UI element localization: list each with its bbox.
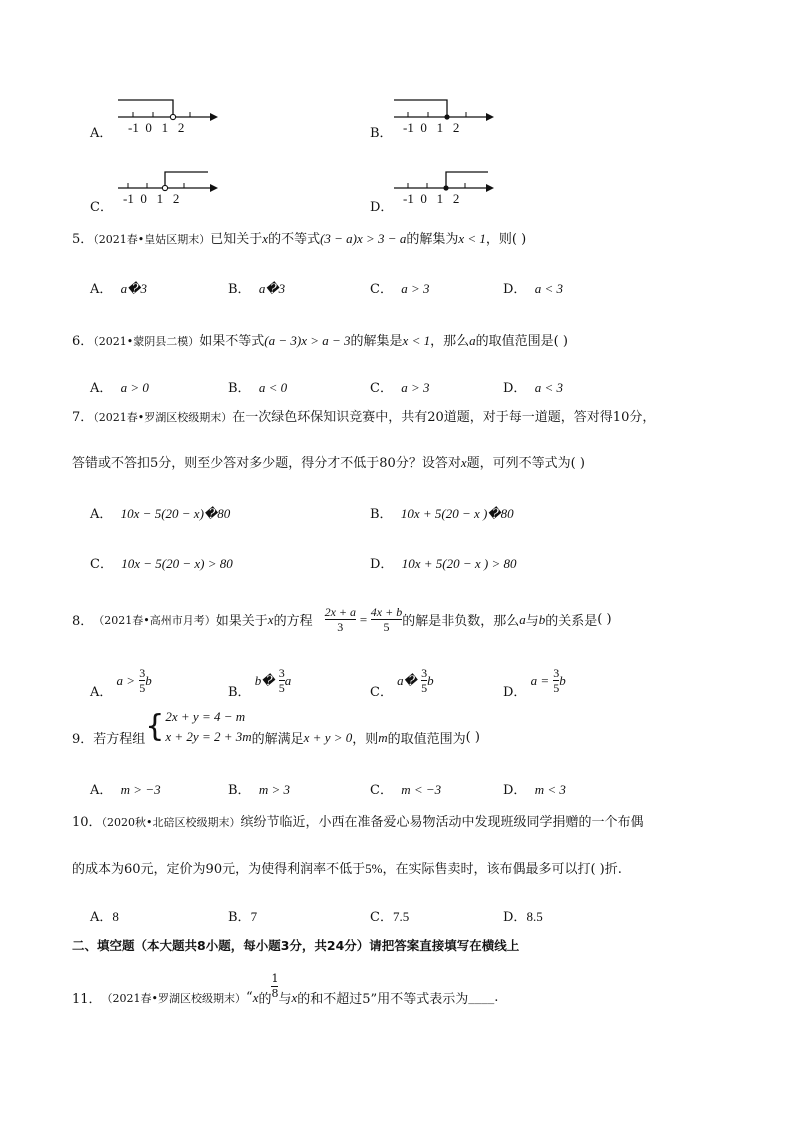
question-5: 5．（2021春•皇姑区期末）已知关于x的不等式(3 − a)x > 3 − a的解集为x < 1，则( ) bbox=[72, 231, 527, 247]
option-d-label[interactable]: D． bbox=[370, 200, 394, 215]
q6-option-d[interactable]: D． a < 3 bbox=[503, 380, 563, 396]
number-line-b-ticks: -1 0 1 2 bbox=[403, 120, 460, 135]
q5-option-d[interactable]: D． a < 3 bbox=[503, 281, 563, 297]
question-9: 9． 若方程组 { 2x + y = 4 − m x + 2y = 2 + 3m 的解满足 x + y > 0 ，则 m 的取值范围为 ( ) bbox=[72, 708, 480, 747]
question-7-line-1: 7．（2021春•罗湖区校级期末）在一次绿色环保知识竞赛中，共有20道题，对于每一道题，答对得10分， bbox=[72, 410, 656, 425]
q9-system-brace: { bbox=[145, 708, 165, 744]
q7-option-d[interactable]: D． 10x + 5(20 − x ) > 80 bbox=[370, 556, 517, 572]
q10-option-c[interactable]: C．7.5 bbox=[370, 909, 410, 925]
q10-option-d[interactable]: D．8.5 bbox=[503, 909, 543, 925]
question-7-line-2: 答错或不答扣5分，则至少答对多少题，得分才不低于80分？设答对x题，可列不等式为( ) bbox=[72, 455, 585, 471]
q8-option-b[interactable]: B． b� $\frac{3}{5}$ a bbox=[228, 666, 292, 700]
q7-option-b[interactable]: B． 10x + 5(20 − x )�80 bbox=[370, 506, 514, 522]
number-line-a-ticks: -1 0 1 2 bbox=[128, 120, 185, 135]
q11-fraction: $\frac{1}{8}$ bbox=[271, 972, 279, 1000]
q5-option-a[interactable]: A． a�3 bbox=[90, 281, 147, 297]
number-line-c-ticks: -1 0 1 2 bbox=[123, 191, 180, 206]
q5-option-b[interactable]: B． a�3 bbox=[228, 281, 286, 297]
q8-rhs-fraction: $\frac{4x + b}{5}$ bbox=[370, 605, 403, 634]
question-8: 8． （2021春•高州市月考） 如果关于 x 的方程 $\frac{2x + a}{3}$ = $\frac{4x + b}{5}$ 的解是非负数，那么 a 与 b 的关系是 ( ) bbox=[72, 605, 612, 634]
q9-option-a[interactable]: A． m > −3 bbox=[90, 782, 161, 798]
q8-lhs-fraction: $\frac{2x + a}{3}$ bbox=[324, 605, 357, 634]
q9-option-c[interactable]: C． m < −3 bbox=[370, 782, 442, 798]
q10-option-b[interactable]: B．7 bbox=[228, 909, 258, 925]
q8-option-c[interactable]: C． a� $\frac{3}{5}$ b bbox=[370, 666, 434, 700]
q9-equation-system: 2x + y = 4 − m x + 2y = 2 + 3m bbox=[165, 708, 252, 744]
option-c-label[interactable]: C． bbox=[90, 200, 113, 215]
question-6: 6．（2021•蒙阴县二模）如果不等式(a − 3)x > a − 3的解集是x < 1，那么a的取值范围是( ) bbox=[72, 333, 568, 349]
q9-option-b[interactable]: B． m > 3 bbox=[228, 782, 290, 798]
question-10-line-1: 10．（2020秋•北碚区校级期末）缤纷节临近，小西在准备爱心易物活动中发现班级同学捐赠的一个布偶 bbox=[72, 815, 644, 830]
q6-option-c[interactable]: C． a > 3 bbox=[370, 380, 430, 396]
q11-answer-blank[interactable]: ____. bbox=[468, 990, 499, 1005]
q6-option-a[interactable]: A． a > 0 bbox=[90, 380, 149, 396]
section-heading-fill-in: 二、填空题（本大题共8小题，每小题3分，共24分）请把答案直接填写在横线上 bbox=[72, 938, 520, 953]
question-10-line-2: 的成本为60元，定价为90元，为使得利润率不低于5%，在实际售卖时，该布偶最多可以打( )折. bbox=[72, 861, 622, 877]
q7-option-c[interactable]: C． 10x − 5(20 − x) > 80 bbox=[90, 556, 233, 572]
q6-option-b[interactable]: B． a < 0 bbox=[228, 380, 288, 396]
number-line-d-ticks: -1 0 1 2 bbox=[403, 191, 460, 206]
question-11: 11． （2021春•罗湖区校级期末） “ x 的 $\frac{1}{8}$ 与 x 的和不超过5”用不等式表示为 ____. bbox=[72, 972, 499, 1007]
q8-option-a[interactable]: A． a > $\frac{3}{5}$ b bbox=[90, 666, 152, 700]
q8-option-d[interactable]: D． a = $\frac{3}{5}$ b bbox=[503, 666, 566, 700]
option-b-label[interactable]: B． bbox=[370, 126, 393, 141]
q5-option-c[interactable]: C． a > 3 bbox=[370, 281, 430, 297]
q9-option-d[interactable]: D． m < 3 bbox=[503, 782, 566, 798]
option-a-label[interactable]: A． bbox=[90, 126, 113, 141]
q10-option-a[interactable]: A．8 bbox=[90, 909, 119, 925]
q7-option-a[interactable]: A． 10x − 5(20 − x)�80 bbox=[90, 506, 231, 522]
